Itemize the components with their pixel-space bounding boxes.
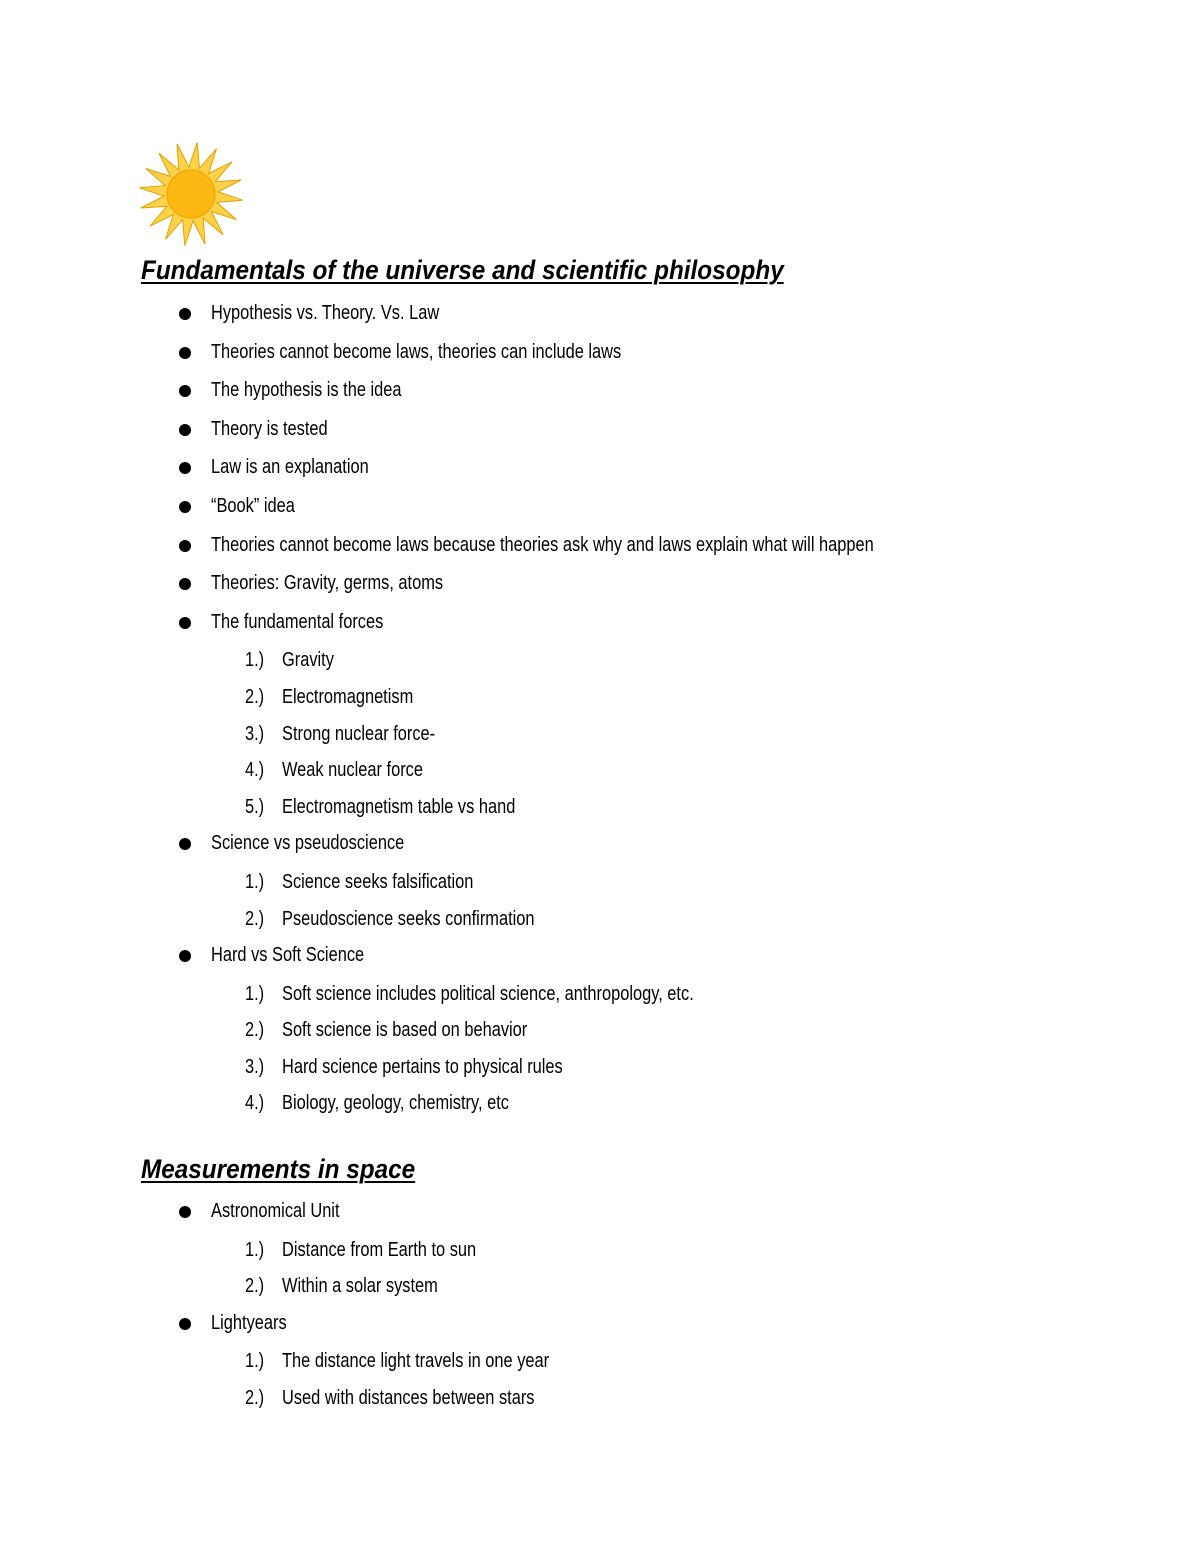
bullet-dot	[179, 1318, 191, 1330]
item-number: 1.)	[245, 649, 265, 672]
numbered-item	[141, 1012, 1141, 1049]
item-text: Biology, geology, chemistry, etc	[282, 1092, 509, 1115]
section-fundamentals	[141, 252, 1141, 1122]
item-text: Soft science is based on behavior	[282, 1019, 528, 1042]
numbered-item	[141, 1343, 1141, 1380]
item-text: The distance light travels in one year	[282, 1350, 550, 1373]
numbered-sublist	[141, 1343, 1141, 1416]
bullet-item	[141, 411, 1141, 450]
bullet-item	[141, 527, 1141, 566]
bullet-dot	[179, 385, 191, 397]
numbered-item	[141, 789, 1141, 826]
item-text: Gravity	[282, 649, 334, 672]
item-text: Distance from Earth to sun	[282, 1238, 477, 1261]
numbered-item	[141, 1380, 1141, 1417]
bullet-dot	[179, 578, 191, 590]
bullet-dot	[179, 950, 191, 962]
bullet-text: Hypothesis vs. Theory. Vs. Law	[211, 302, 440, 324]
bullet-text: Law is an explanation	[211, 456, 369, 479]
bullet-dot	[179, 347, 191, 359]
bullet-item	[141, 937, 1141, 976]
bullet-dot	[179, 617, 191, 629]
bullet-dot	[179, 308, 191, 320]
item-number: 1.)	[245, 1238, 265, 1261]
bullet-text: Hard vs Soft Science	[211, 944, 365, 967]
item-number: 2.)	[245, 685, 265, 708]
item-text: Electromagnetism	[282, 685, 414, 708]
bullet-dot	[179, 1206, 191, 1218]
item-number: 4.)	[245, 1092, 265, 1115]
bullet-item	[141, 372, 1141, 411]
bullet-dot	[179, 424, 191, 436]
bullet-text: Lightyears	[211, 1311, 287, 1334]
bullet-item	[141, 1193, 1141, 1232]
bullet-item	[141, 488, 1141, 527]
bullet-list	[141, 1193, 1141, 1417]
bullet-item	[141, 295, 1141, 334]
numbered-sublist	[141, 976, 1141, 1122]
bullet-dot	[179, 838, 191, 850]
item-number: 2.)	[245, 1386, 265, 1409]
numbered-item	[141, 1232, 1141, 1269]
bullet-text: Theories cannot become laws because theories ask why and laws explain what will happen	[211, 533, 874, 556]
item-number: 2.)	[245, 1275, 265, 1298]
item-text: Soft science includes political science, anthropology, etc.	[282, 982, 694, 1005]
bullet-item	[141, 604, 1141, 643]
sun-disc	[167, 170, 215, 218]
bullet-dot	[179, 462, 191, 474]
item-text: Within a solar system	[282, 1275, 438, 1298]
section-title: Measurements in space	[141, 1154, 416, 1184]
item-number: 2.)	[245, 1019, 265, 1042]
item-number: 3.)	[245, 722, 265, 745]
bullet-item	[141, 825, 1141, 864]
numbered-item	[141, 679, 1141, 716]
bullet-text: The hypothesis is the idea	[211, 379, 402, 402]
numbered-sublist	[141, 864, 1141, 937]
item-number: 3.)	[245, 1055, 265, 1078]
bullet-text: The fundamental forces	[211, 610, 384, 633]
numbered-item	[141, 976, 1141, 1013]
item-text: Pseudoscience seeks confirmation	[282, 907, 535, 930]
section-measurements	[141, 1151, 1141, 1417]
bullet-text: Theory is tested	[211, 417, 328, 440]
bullet-text: Theories: Gravity, germs, atoms	[211, 572, 444, 595]
bullet-item	[141, 565, 1141, 604]
item-number: 4.)	[245, 759, 265, 782]
numbered-item	[141, 752, 1141, 789]
item-text: Electromagnetism table vs hand	[282, 795, 516, 818]
bullet-text: Astronomical Unit	[211, 1200, 340, 1222]
item-text: Hard science pertains to physical rules	[282, 1055, 563, 1078]
numbered-item	[141, 1085, 1141, 1122]
bullet-item	[141, 334, 1141, 373]
item-number: 1.)	[245, 1350, 265, 1373]
item-text: Weak nuclear force	[282, 759, 423, 782]
bullet-text: “Book” idea	[211, 494, 295, 517]
item-text: Science seeks falsification	[282, 870, 474, 893]
bullet-item	[141, 1305, 1141, 1344]
numbered-item	[141, 642, 1141, 679]
item-text: Used with distances between stars	[282, 1386, 535, 1409]
bullet-text: Science vs pseudoscience	[211, 832, 405, 855]
item-text: Strong nuclear force-	[282, 722, 436, 745]
bullet-item	[141, 449, 1141, 488]
numbered-item	[141, 1268, 1141, 1305]
bullet-text: Theories cannot become laws, theories can include laws	[211, 340, 622, 363]
numbered-item	[141, 901, 1141, 938]
bullet-dot	[179, 540, 191, 552]
item-number: 1.)	[245, 982, 265, 1005]
numbered-sublist	[141, 1232, 1141, 1305]
bullet-dot	[179, 501, 191, 513]
numbered-item	[141, 1049, 1141, 1086]
numbered-item	[141, 864, 1141, 901]
item-number: 2.)	[245, 907, 265, 930]
numbered-sublist	[141, 642, 1141, 825]
sun-icon	[138, 140, 244, 248]
item-number: 5.)	[245, 795, 265, 818]
bullet-list	[141, 295, 1141, 1122]
section-title: Fundamentals of the universe and scientific philosophy	[141, 255, 784, 285]
item-number: 1.)	[245, 870, 265, 893]
numbered-item	[141, 716, 1141, 753]
